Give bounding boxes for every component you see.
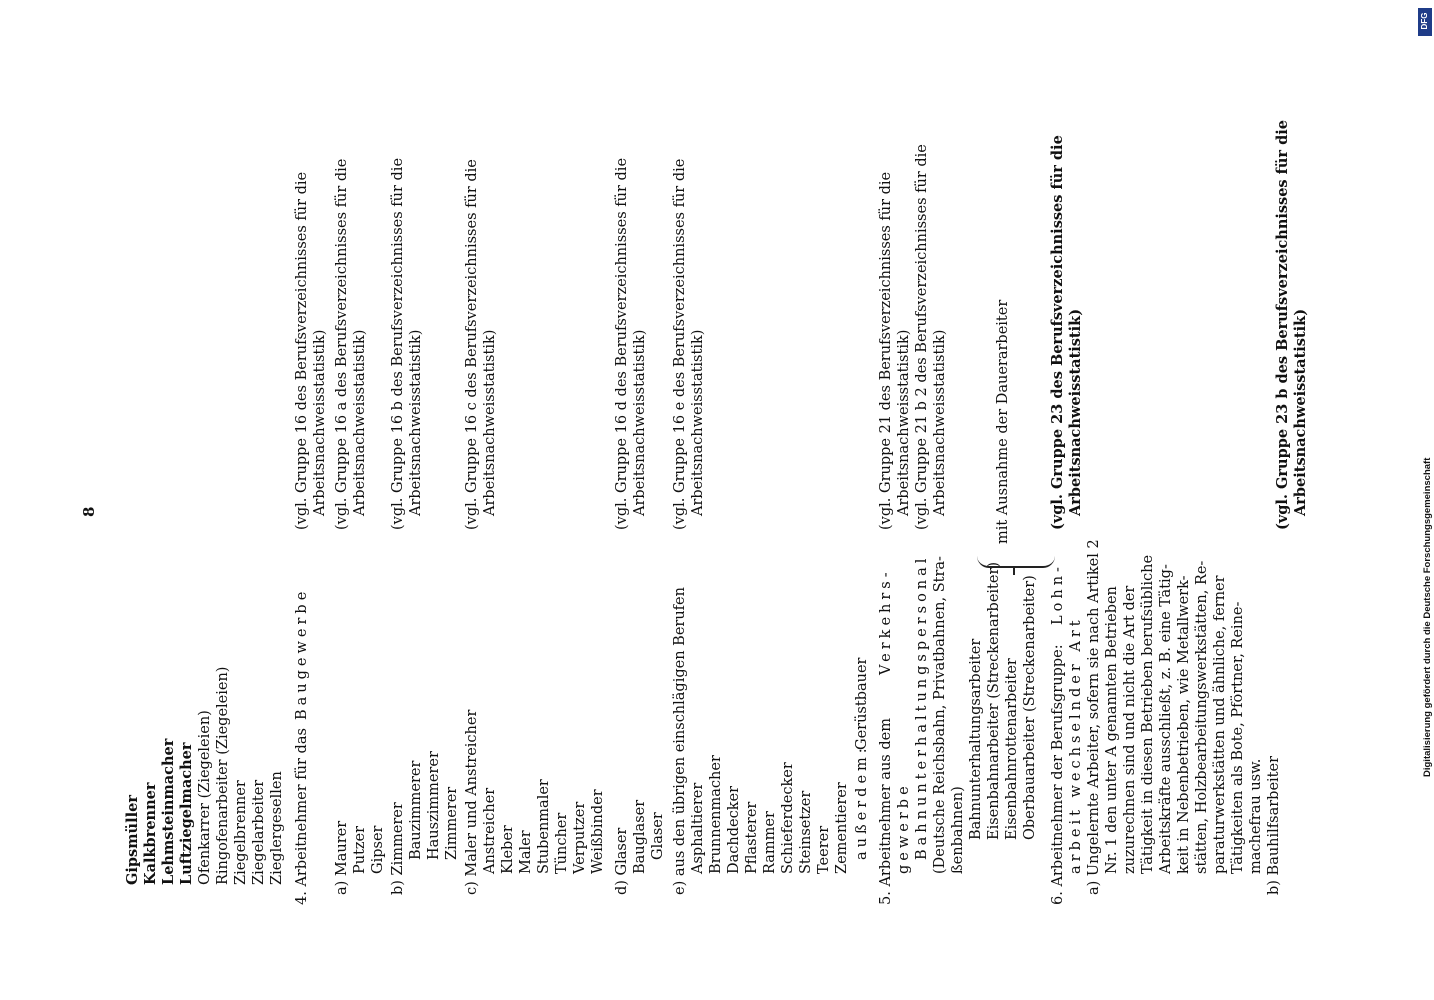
occupation-line: Teerer [816, 825, 832, 874]
occupation-line: Brunnenmacher [708, 755, 724, 874]
occupation-line: c) Maler und Anstreicher [464, 709, 480, 895]
occupation-line: Ofenkarrer (Ziegeleien) [197, 710, 213, 885]
occupation-line: Ziegelbrenner [233, 780, 249, 885]
occupation-line: 5. Arbeitnehmer aus dem [878, 718, 894, 905]
occupation-line: b) Zimmerer [390, 802, 406, 895]
occupation-line: Putzer [352, 825, 368, 874]
dfg-logo [1418, 8, 1432, 36]
reference-line: (vgl. Gruppe 16 e des Berufsverzeichnisses für die [672, 158, 688, 530]
occupation-line: Nr. 1 den unter A genannten Betrieben [1104, 586, 1120, 874]
occupation-line: Bauglaser [632, 799, 648, 874]
occupation-line: Dachdecker [726, 785, 742, 874]
occupation-line: Kalkbrenner [142, 782, 159, 885]
occupation-line: Verkehrs- [878, 568, 894, 675]
digitization-note [1420, 392, 1434, 777]
occupation-line: e) aus den übrigen einschlägigen Berufen [672, 587, 688, 895]
occupation-line: Anstreicher [482, 787, 498, 874]
occupation-line: Arbeitskräfte ausschließt, z. B. eine Tätig- [1158, 564, 1174, 874]
reference-line: Arbeitsnachweisstatistik) [1067, 308, 1084, 516]
reference-line: Arbeitsnachweisstatistik) [352, 329, 368, 516]
occupation-line: außerdem: [854, 744, 870, 860]
dfg-logo-label: DFG [1420, 12, 1429, 30]
occupation-line: Tüncher [554, 812, 570, 874]
digitization-note-text: Digitalisierung gefördert durch die Deutsche Forschungsgemeinschaft [1422, 457, 1433, 777]
occupation-line: a) Ungelernte Arbeiter, sofern sie nach Artikel 2 [1086, 539, 1102, 895]
occupation-line: Ringofenarbeiter (Ziegeleien) [215, 666, 231, 885]
occupation-line: Glaser [650, 812, 666, 860]
occupation-line: Hauszimmerer [426, 751, 442, 860]
occupation-line: d) Glaser [614, 827, 630, 895]
occupation-line: a) Maurer [334, 820, 350, 895]
reference-line: (vgl. Gruppe 16 a des Berufsverzeichnisses für die [334, 158, 350, 530]
reference-line: (vgl. Gruppe 16 c des Berufsverzeichnisses für die [464, 159, 480, 530]
occupation-line: Steinsetzer [798, 790, 814, 874]
occupation-line: Bauzimmerer [408, 760, 424, 860]
reference-line: Arbeitsnachweisstatistik) [690, 329, 706, 516]
reference-line: Arbeitsnachweisstatistik) [896, 329, 912, 516]
reference-line: (vgl. Gruppe 23 des Berufsverzeichnisses für die [1049, 135, 1066, 530]
occupation-line: Luftziegelmacher [178, 742, 195, 885]
occupation-line: Lohn- [1050, 563, 1066, 625]
occupation-line: Gipser [370, 825, 386, 874]
occupation-line: Zieglergesellen [269, 771, 285, 885]
curly-brace-icon [977, 552, 1055, 568]
occupation-line: Tätigkeiten als Bote, Pförtner, Reine- [1230, 601, 1246, 874]
occupation-line: Rammer [762, 811, 778, 874]
occupation-line: stätten, Holzbearbeitungswerkstätten, Re- [1194, 560, 1210, 874]
occupation-line: (Deutsche Reichsbahn, Privatbahnen, Stra- [932, 556, 948, 874]
occupation-line: Bahnunterhaltungsarbeiter [968, 638, 984, 840]
occupation-line: zuzurechnen sind und nicht die Art der [1122, 585, 1138, 874]
reference-line: Arbeitsnachweisstatistik) [1292, 308, 1309, 516]
occupation-line: ßenbahnen) [950, 786, 966, 874]
reference-line: (vgl. Gruppe 16 d des Berufsverzeichnisses für die [614, 157, 630, 530]
reference-line: (vgl. Gruppe 23 b des Berufsverzeichnisses für die [1274, 120, 1291, 530]
occupation-line: Stubenmaler [536, 779, 552, 874]
occupation-line: gewerbe [896, 782, 912, 874]
occupation-line: Asphaltierer [690, 782, 706, 874]
occupation-line: machefrau usw. [1248, 758, 1264, 874]
occupation-line: Tätigkeit in diesen Betrieben berufsübliche [1140, 554, 1156, 874]
occupation-line: Gerüstbauer [854, 657, 870, 750]
occupation-line: keit in Nebenbetrieben, wie Metallwerk- [1176, 575, 1192, 874]
occupation-line: Gipsmüller [124, 795, 141, 885]
reference-line: (vgl. Gruppe 16 b des Berufsverzeichnisses für die [390, 157, 406, 530]
reference-line: (vgl. Gruppe 16 des Berufsverzeichnisses für die [294, 171, 310, 530]
reference-line: Arbeitsnachweisstatistik) [632, 329, 648, 516]
occupation-line: Lehmsteinmacher [160, 738, 177, 885]
occupation-line: arbeit wechselnder Art [1068, 616, 1084, 874]
occupation-line: Schieferdecker [780, 762, 796, 874]
occupation-line: Maler [518, 830, 534, 874]
reference-line: mit Ausnahme der Dauerarbeiter [995, 299, 1011, 544]
page-number: 8 [80, 506, 98, 517]
occupation-line: Weißbinder [590, 789, 606, 874]
occupation-line: Zementierer [834, 782, 850, 874]
occupation-line: Zimmerer [444, 786, 460, 860]
reference-line: (vgl. Gruppe 21 des Berufsverzeichnisses für die [878, 171, 894, 530]
occupation-line: Eisenbahnarbeiter (Streckenarbeiter) [986, 561, 1002, 840]
occupation-line: Oberbauarbeiter (Streckenarbeiter) [1022, 575, 1038, 840]
reference-line: (vgl. Gruppe 21 b 2 des Berufsverzeichnisses für die [914, 144, 930, 530]
occupation-line: Baugewerbe [294, 587, 310, 720]
occupation-line: 4. Arbeitnehmer für das [294, 728, 310, 905]
reference-line: Arbeitsnachweisstatistik) [932, 329, 948, 516]
reference-line: Arbeitsnachweisstatistik) [312, 329, 328, 516]
occupation-line: Bahnunterhaltungspersonal [914, 554, 930, 860]
occupation-line: Verputzer [572, 801, 588, 874]
occupation-line: paraturwerkstätten und ähnliche, ferner [1212, 575, 1228, 874]
reference-line: Arbeitsnachweisstatistik) [482, 329, 498, 516]
occupation-line: Pflasterer [744, 801, 760, 874]
occupation-line: b) Bauhilfsarbeiter [1266, 755, 1282, 895]
reference-line: Arbeitsnachweisstatistik) [408, 329, 424, 516]
occupation-line: 6. Arbeitnehmer der Berufsgruppe: [1050, 644, 1066, 905]
occupation-line: Kleber [500, 825, 516, 874]
occupation-line: Eisenbahnrottenarbeiter [1004, 658, 1020, 840]
occupation-line: Ziegelarbeiter [251, 779, 267, 885]
